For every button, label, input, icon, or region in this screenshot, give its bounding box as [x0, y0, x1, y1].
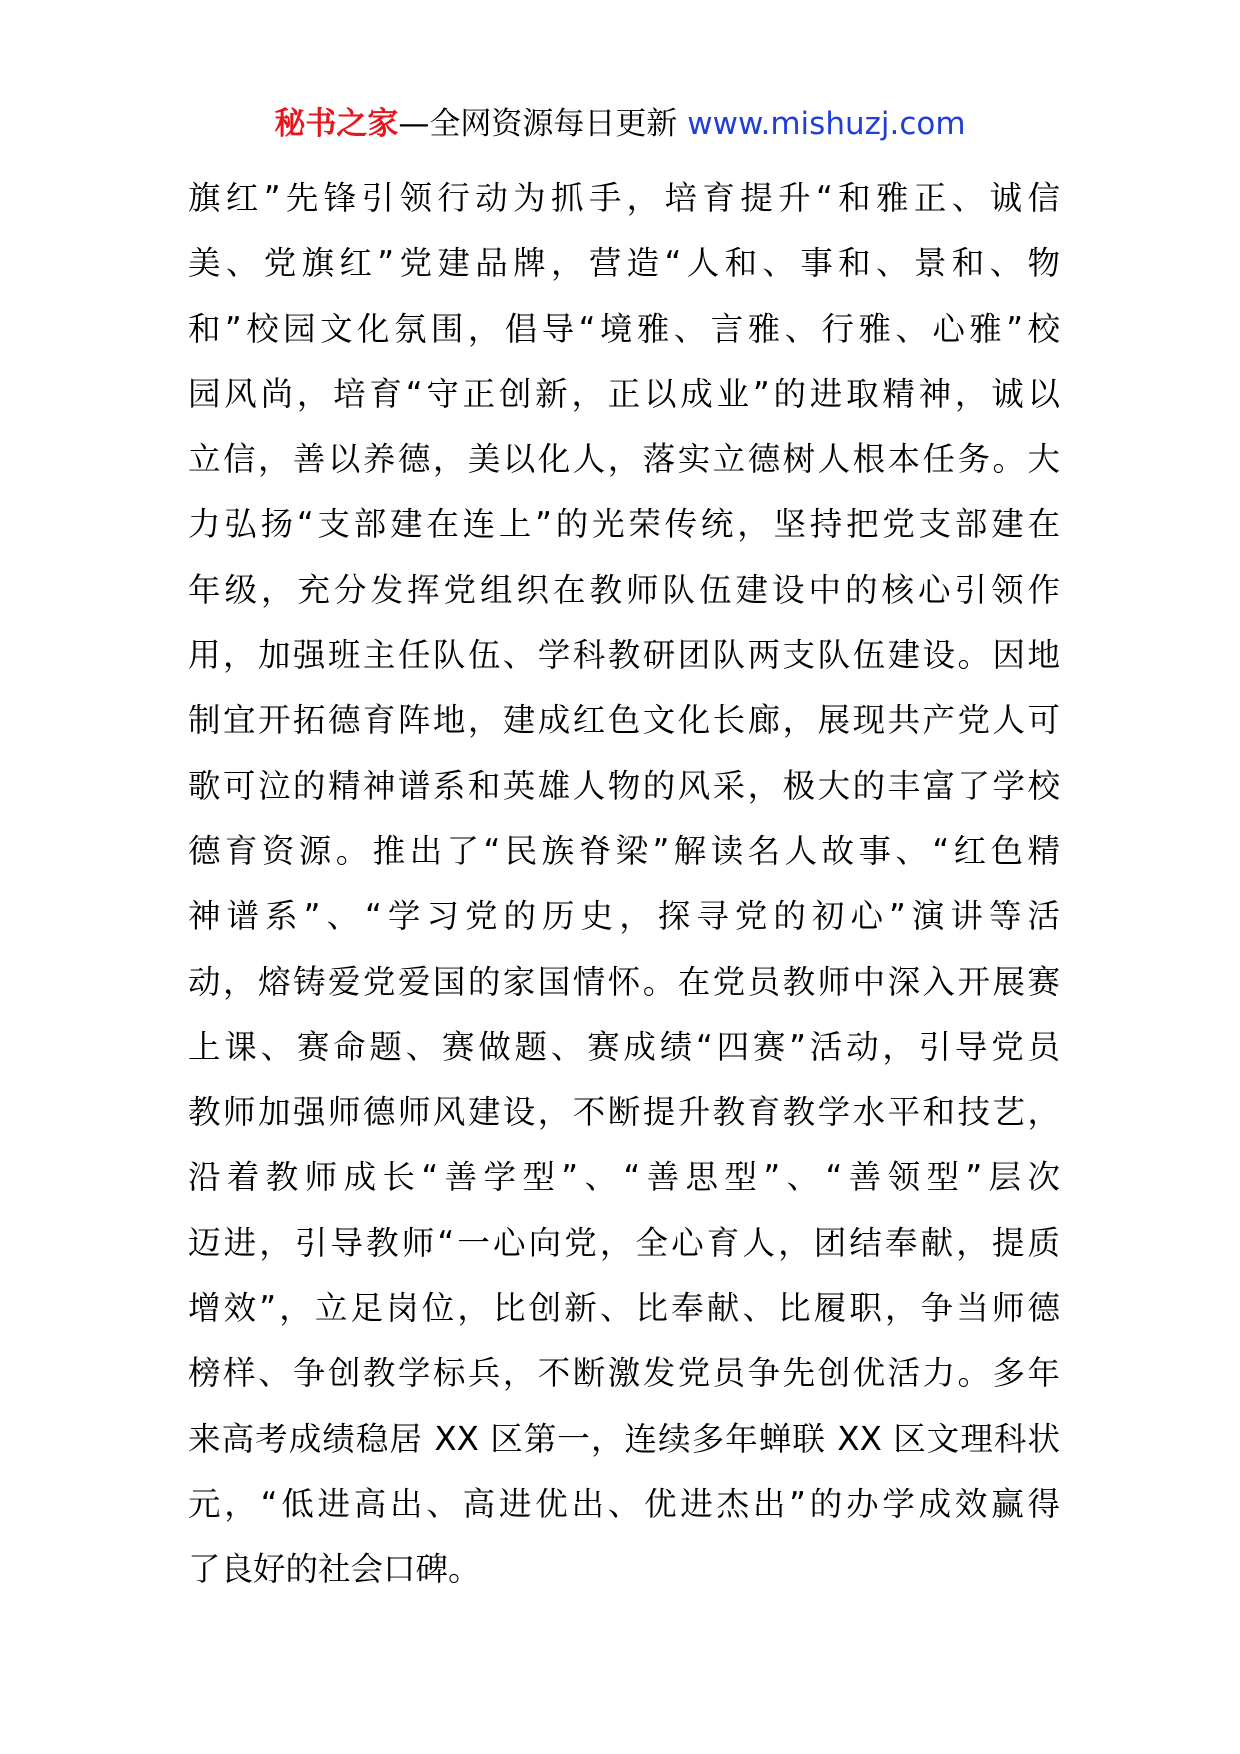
text-line: 力弘扬“支部建在连上”的光荣传统，坚持把党支部建在: [188, 505, 1060, 544]
body-paragraph: [188, 166, 1060, 1603]
text-line: 元，“低进高出、高进优出、优进杰出”的办学成效赢得: [188, 1484, 1060, 1523]
page-header: [0, 102, 1240, 146]
text-line: 了良好的社会口碑。: [188, 1550, 481, 1589]
text-line: 沿着教师成长“善学型”、“善思型”、“善领型”层次: [188, 1158, 1060, 1197]
text-line: 立信，善以养德，美以化人，落实立德树人根本任务。大: [188, 440, 1060, 479]
text-line: 动，熔铸爱党爱国的家国情怀。在党员教师中深入开展赛: [188, 962, 1060, 1001]
text-line: 园风尚，培育“守正创新，正以成业”的进取精神，诚以: [188, 374, 1060, 413]
text-line: 来高考成绩稳居 XX 区第一，连续多年蝉联 XX 区文理科状: [188, 1419, 1060, 1458]
text-line: 增效”，立足岗位，比创新、比奉献、比履职，争当师德: [188, 1289, 1060, 1328]
text-line: 教师加强师德师风建设，不断提升教育教学水平和技艺，: [188, 1093, 1060, 1132]
text-line: 年级，充分发挥党组织在教师队伍建设中的核心引领作: [188, 570, 1060, 609]
text-line: 神谱系”、“学习党的历史，探寻党的初心”演讲等活: [188, 897, 1060, 936]
text-line: 德育资源。推出了“民族脊梁”解读名人故事、“红色精: [188, 831, 1060, 870]
text-line: 用，加强班主任队伍、学科教研团队两支队伍建设。因地: [188, 636, 1060, 675]
text-line: 迈进，引导教师“一心向党，全心育人，团结奉献，提质: [188, 1223, 1060, 1262]
text-line: 制宜开拓德育阵地，建成红色文化长廊，展现共产党人可: [188, 701, 1060, 740]
text-line: 上课、赛命题、赛做题、赛成绩“四赛”活动，引导党员: [188, 1027, 1060, 1066]
text-line: 榜样、争创教学标兵，不断激发党员争先创优活力。多年: [188, 1354, 1060, 1393]
header-tagline: —全网资源每日更新: [398, 106, 688, 142]
text-line: 美、党旗红”党建品牌，营造“人和、事和、景和、物: [188, 244, 1060, 283]
text-line: 旗红”先锋引领行动为抓手，培育提升“和雅正、诚信: [188, 179, 1060, 217]
text-line: 和”校园文化氛围，倡导“境雅、言雅、行雅、心雅”校: [188, 309, 1060, 348]
brand-name: 秘书之家: [274, 106, 399, 142]
text-line: 歌可泣的精神谱系和英雄人物的风采，极大的丰富了学校: [188, 766, 1060, 805]
website-link[interactable]: www.mishuzj.com: [687, 106, 966, 142]
